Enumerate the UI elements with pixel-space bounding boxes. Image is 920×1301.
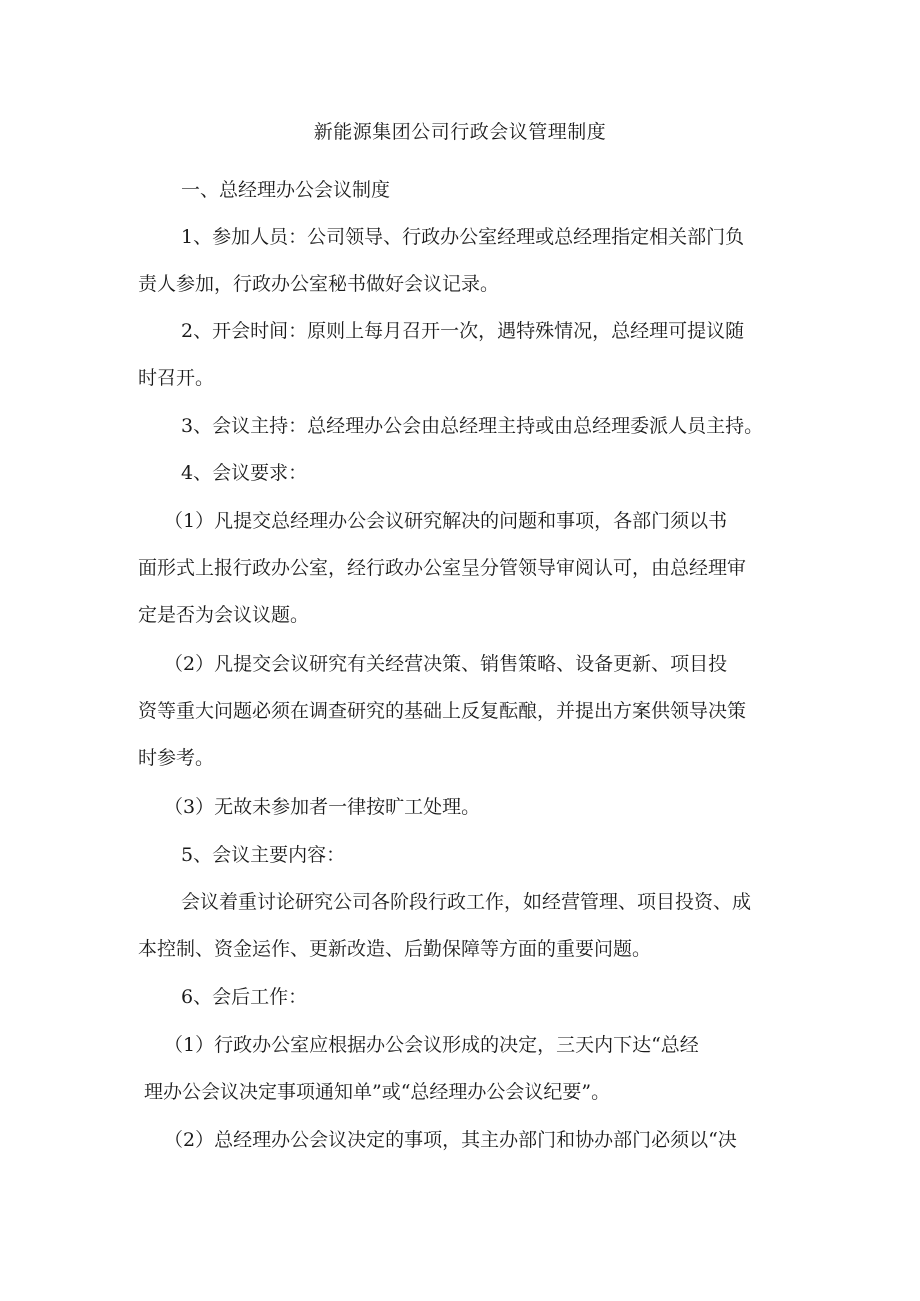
paragraph-1 [138, 167, 790, 214]
paragraph-3 [138, 308, 790, 402]
paragraph-9 [138, 832, 790, 879]
paragraph-line: 面形式上报行政办公室，经行政办公室呈分管领导审阅认可，由总经理审 [138, 557, 747, 579]
paragraph-line: 一、总经理办公会议制度 [181, 179, 391, 201]
paragraph-line: （2）凡提交会议研究有关经营决策、销售策略、设备更新、项目投 [164, 653, 728, 675]
paragraph-4 [138, 403, 790, 450]
paragraph-line: 5、会议主要内容： [181, 844, 346, 866]
paragraph-line: 定是否为会议议题。 [138, 604, 310, 626]
paragraph-line: 资等重大问题必须在调查研究的基础上反复酝酿，并提出方案供领导决策 [138, 700, 747, 722]
paragraph-line: （3）无故未参加者一律按旷工处理。 [164, 796, 481, 818]
paragraph-2 [138, 214, 790, 308]
paragraph-line: （1）凡提交总经理办公会议研究解决的问题和事项，各部门须以书 [164, 510, 728, 532]
paragraph-line: 理办公会议决定事项通知单”或“总经理办公会议纪要”。 [144, 1081, 611, 1103]
paragraph-13 [138, 1117, 790, 1164]
paragraph-line: 时召开。 [138, 367, 215, 389]
paragraph-11 [138, 974, 790, 1021]
paragraph-10 [138, 879, 790, 973]
paragraph-line: 2、开会时间：原则上每月召开一次，遇特殊情况，总经理可提议随 [181, 320, 745, 342]
paragraph-line: 责人参加，行政办公室秘书做好会议记录。 [138, 273, 500, 295]
paragraph-12 [138, 1022, 790, 1116]
paragraph-8 [138, 784, 790, 831]
paragraph-line: 时参考。 [138, 747, 215, 769]
paragraph-line: 1、参加人员：公司领导、行政办公室经理或总经理指定相关部门负 [181, 226, 745, 248]
paragraph-line: 本控制、资金运作、更新改造、后勤保障等方面的重要问题。 [138, 938, 652, 960]
paragraph-line: （1）行政办公室应根据办公会议形成的决定，三天内下达“总经 [164, 1034, 699, 1056]
paragraph-7 [138, 641, 790, 782]
paragraph-line: 6、会后工作： [181, 986, 308, 1008]
paragraph-line: 会议着重讨论研究公司各阶段行政工作，如经营管理、项目投资、成 [181, 891, 752, 913]
paragraph-line: 4、会议要求： [181, 462, 308, 484]
document-title: 新能源集团公司行政会议管理制度 [313, 121, 607, 143]
paragraph-line: 3、会议主持：总经理办公会由总经理主持或由总经理委派人员主持。 [181, 415, 764, 437]
paragraph-5 [138, 450, 790, 497]
paragraph-6 [138, 498, 790, 639]
paragraph-line: （2）总经理办公会议决定的事项，其主办部门和协办部门必须以“决 [164, 1129, 737, 1151]
